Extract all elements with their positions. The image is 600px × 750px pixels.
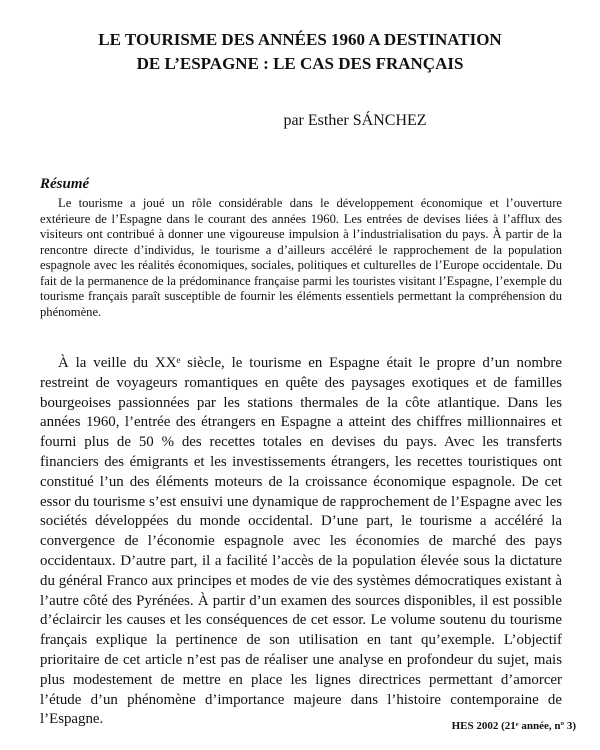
author-byline: par Esther SÁNCHEZ — [283, 112, 427, 129]
abstract-heading: Résumé — [40, 176, 90, 192]
title-line-2: DE L’ESPAGNE : LE CAS DES FRANÇAIS — [136, 54, 464, 73]
abstract-paragraph: Le tourisme a joué un rôle considérable dans le développement économique et l’ouverture extérieure de l’Espagne dans le courant des années 1960. Les entrées de devises liées à l’afflux des visiteurs ont contribué à donner une vigoureuse impulsion à l’industrialisation du pays. À partir de la rencontre directe d’individus, le tourisme a d’ailleurs accéléré le rapprochement de la population espagnole avec les réalités économiques, sociales, politiques et culturelles de l’Europe occidentale. Du fait de la permanence de la prédominance française parmi les touristes visitant l’Espagne, l’exemple du tourisme français paraît susceptible de fournir les éléments essentiels permettant la compréhension du phénomène. — [40, 196, 562, 319]
article-title — [0, 28, 600, 76]
journal-footer: HES 2002 (21ᵉ année, nº 3) — [451, 720, 576, 732]
body-paragraph: À la veille du XXᵉ siècle, le tourisme en Espagne était le propre d’un nombre restreint de voyageurs romantiques en quête des paysages exotiques et de familles bourgeoises passionnées par les stations thermales de la côte atlantique. Dans les années 1960, l’entrée des étrangers en Espagne a atteint des chiffres millionnaires et fourni plus de 50 % des recettes totales en devises du pays. Avec les transferts financiers des émigrants et les investissements étrangers, les recettes touristiques ont constitué l’un des éléments moteurs de la croissance économique espagnole. De cet essor du tourisme s’est ensuivi une dynamique de rapprochement de l’Espagne avec les sociétés développées du monde occidental. D’une part, le tourisme a accéléré la convergence de l’économie espagnole avec les économies de marché des pays occidentaux. D’autre part, il a facilité l’accès de la population élevée sous la dictature du général Franco aux principes et modes de vie des systèmes démocratiques existant à l’autre côté des Pyrénées. À partir d’un examen des sources disponibles, il est possible d’éclaircir les causes et les conséquences de cet essor. Le volume soutenu du tourisme français explique la pertinence de son utilisation en tant qu’exemple. L’objectif prioritaire de cet article n’est pas de réaliser une analyse en profondeur du sujet, mais plus modestement de mettre en place les lignes directrices permettant d’amorcer l’étude d’un phénomène d’importance majeure dans l’histoire contemporaine de l’Espagne. — [40, 355, 562, 728]
title-line-1: LE TOURISME DES ANNÉES 1960 A DESTINATION — [98, 30, 502, 49]
